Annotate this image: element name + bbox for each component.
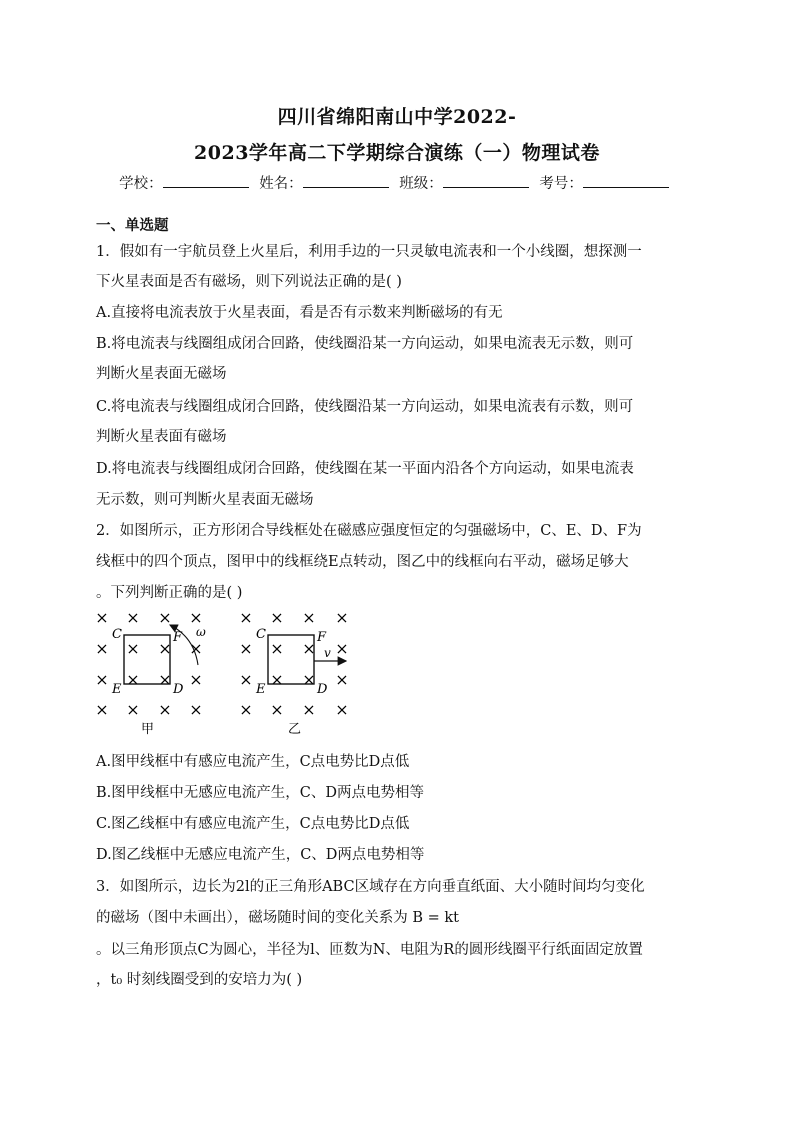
field-cross-icon: ×	[239, 639, 253, 658]
exam-title-line1: 四川省绵阳南山中学2022-	[277, 106, 517, 128]
section-heading: 一、单选题	[96, 217, 169, 234]
q2-option-d: D.图乙线框中无感应电流产生，C、D两点电势相等	[96, 847, 425, 863]
label-d-yi: D	[317, 682, 328, 697]
field-cross-icon: ×	[158, 700, 172, 719]
student-info-row	[0, 172, 794, 193]
magnetic-field-crosses-right	[239, 608, 348, 719]
label-e-jia: E	[112, 682, 122, 697]
field-cross-icon: ×	[126, 700, 140, 719]
q3-stem-line4: ，t₀ 时刻线圈受到的安培力为( )	[96, 972, 303, 988]
name-blank[interactable]	[303, 175, 389, 188]
field-cross-icon: ×	[302, 639, 316, 658]
field-cross-icon: ×	[189, 700, 203, 719]
field-cross-icon: ×	[95, 700, 109, 719]
label-f-yi: F	[317, 630, 327, 645]
exam-number-blank[interactable]	[583, 175, 669, 188]
q1-option-b-line1: B.将电流表与线圈组成闭合回路，使线圈沿某一方向运动，如果电流表无示数，则可	[96, 336, 634, 352]
field-cross-icon: ×	[158, 608, 172, 627]
field-cross-icon: ×	[335, 670, 349, 689]
class-blank[interactable]	[443, 175, 529, 188]
field-cross-icon: ×	[302, 700, 316, 719]
school-label: 学校：	[119, 176, 163, 192]
q2-option-b: B.图甲线框中无感应电流产生，C、D两点电势相等	[96, 785, 424, 801]
field-cross-icon: ×	[335, 639, 349, 658]
field-cross-icon: ×	[189, 639, 203, 658]
q1-option-b-line2: 判断火星表面无磁场	[96, 366, 227, 382]
field-cross-icon: ×	[95, 639, 109, 658]
label-f-jia: F	[173, 630, 183, 645]
q1-option-c-line1: C.将电流表与线圈组成闭合回路，使线圈沿某一方向运动，如果电流表有示数，则可	[96, 399, 634, 415]
field-cross-icon: ×	[239, 670, 253, 689]
exam-number-label: 考号：	[539, 176, 583, 192]
field-cross-icon: ×	[95, 608, 109, 627]
field-cross-icon: ×	[158, 670, 172, 689]
name-label: 姓名：	[259, 176, 303, 192]
label-omega: ω	[196, 625, 206, 639]
field-cross-icon: ×	[239, 608, 253, 627]
q1-option-c-line2: 判断火星表面有磁场	[96, 429, 227, 445]
school-blank[interactable]	[163, 175, 249, 188]
caption-yi: 乙	[288, 722, 302, 737]
label-d-jia: D	[173, 682, 184, 697]
q2-stem-line2: 线框中的四个顶点，图甲中的线框绕E点转动，图乙中的线框向右平动，磁场足够大	[96, 554, 629, 570]
q2-stem-line1: 2．如图所示，正方形闭合导线框处在磁感应强度恒定的匀强磁场中，C、E、D、F为	[96, 523, 642, 539]
q1-option-d-line1: D.将电流表与线圈组成闭合回路，使线圈在某一平面内沿各个方向运动，如果电流表	[96, 461, 634, 477]
label-e-yi: E	[256, 682, 266, 697]
q2-option-c: C.图乙线框中有感应电流产生，C点电势比D点低	[96, 816, 410, 832]
field-cross-icon: ×	[189, 608, 203, 627]
class-label: 班级：	[399, 176, 443, 192]
field-cross-icon: ×	[95, 670, 109, 689]
q1-stem-line1: 1．假如有一宇航员登上火星后，利用手边的一只灵敏电流表和一个小线圈，想探测一	[96, 244, 642, 260]
field-cross-icon: ×	[126, 639, 140, 658]
field-cross-icon: ×	[126, 670, 140, 689]
field-cross-icon: ×	[239, 700, 253, 719]
field-cross-icon: ×	[270, 608, 284, 627]
label-c-yi: C	[256, 627, 266, 642]
q3-stem-line3: 。以三角形顶点C为圆心，半径为l、匝数为N、电阻为R的圆形线圈平行纸面固定放置	[96, 942, 643, 958]
exam-title-line2: 2023学年高二下学期综合演练（一）物理试卷	[194, 142, 600, 164]
magnetic-field-crosses-left	[95, 608, 202, 719]
field-cross-icon: ×	[270, 639, 284, 658]
field-cross-icon: ×	[270, 670, 284, 689]
q3-stem-line1: 3．如图所示，边长为2l的正三角形ABC区域存在方向垂直纸面、大小随时间均匀变化	[96, 879, 645, 895]
field-cross-icon: ×	[270, 700, 284, 719]
q2-figure	[88, 605, 368, 740]
field-cross-icon: ×	[189, 670, 203, 689]
field-cross-icon: ×	[158, 639, 172, 658]
label-c-jia: C	[112, 627, 122, 642]
field-cross-icon: ×	[302, 670, 316, 689]
q3-stem-line2: 的磁场（图中未画出），磁场随时间的变化关系为 B = kt	[96, 910, 459, 926]
field-cross-icon: ×	[126, 608, 140, 627]
q1-option-a: A.直接将电流表放于火星表面，看是否有示数来判断磁场的有无	[96, 305, 503, 321]
label-v: v	[324, 646, 331, 660]
q1-option-d-line2: 无示数，则可判断火星表面无磁场	[96, 492, 314, 508]
caption-jia: 甲	[141, 722, 155, 737]
field-cross-icon: ×	[335, 608, 349, 627]
q2-stem-line3: 。下列判断正确的是( )	[96, 585, 243, 601]
q2-option-a: A.图甲线框中有感应电流产生，C点电势比D点低	[96, 754, 410, 770]
field-cross-icon: ×	[302, 608, 316, 627]
field-cross-icon: ×	[335, 700, 349, 719]
q1-stem-line2: 下火星表面是否有磁场，则下列说法正确的是( )	[96, 274, 402, 290]
